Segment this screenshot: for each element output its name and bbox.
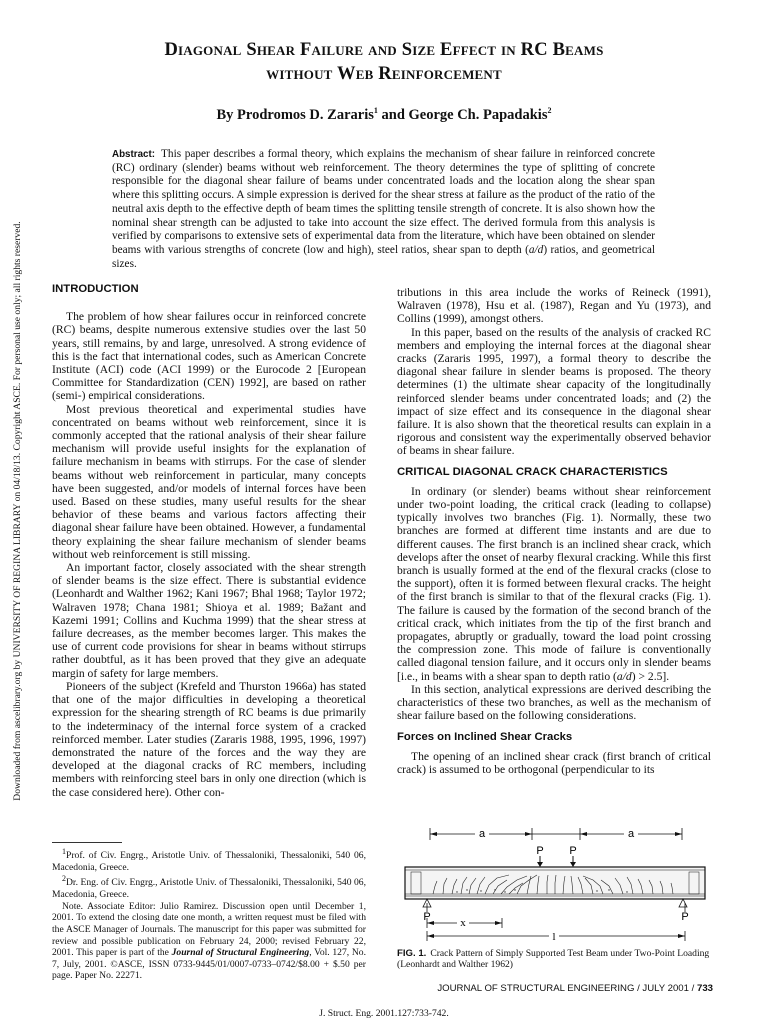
figure-caption-label: FIG. 1.	[397, 948, 427, 959]
reaction-label-left: P	[423, 911, 431, 923]
author-2-mark: 2	[547, 106, 552, 115]
page-number: 733	[696, 983, 713, 994]
left-column	[52, 283, 366, 799]
authors	[60, 106, 708, 124]
dim-label-l: l	[552, 931, 556, 943]
paper-title	[60, 38, 708, 86]
title-line-1: Diagonal Shear Failure and Size Effect in RC Beams	[164, 40, 604, 60]
abstract-text-end: ) ratios, and geometrical sizes.	[112, 243, 655, 270]
paragraph: tributions in this area include the works of Reineck (1991), Walraven (1978), Hsu et al. (1987), Regan and Yu (1973), and Collins (1999), amongst others.	[397, 286, 711, 326]
dim-label-a-left: a	[478, 828, 486, 840]
abstract-text: This paper describes a formal theory, which explains the mechanism of shear failure in reinforced concrete (RC) ordinary (slender) beams without web reinforcement. The theory determines the type of splitting of concrete responsible for the diagonal shear failure of beams under concentrated loads and the location along the shear span where this splitting occurs. A simple expression is derived for the shear stress at failure as the product of the ratio of the neutral axis depth to the effective depth of beam times the splitting tensile strength of concrete. It is also shown how the nominal shear strength can be adjusted to take into account the size effect. The derived formula from this analysis is verified by comparisons to extensive sets of experimental data from the literature, which have been obtained on slender beams with various strengths of concrete (low and high), steel ratios, shear span to depth (	[112, 148, 655, 256]
author-1-mark: 1	[373, 106, 378, 115]
figure-beam-crack-pattern	[397, 820, 713, 945]
section-heading-introduction: INTRODUCTION	[52, 283, 139, 295]
abstract-label: Abstract:	[112, 149, 156, 160]
footnote-2: $^2$Dr. Eng. of Civ. Engrg., Aristotle Univ. of Thessaloniki, Thessaloniki, 540 06, Macedonia, Greece.	[52, 874, 366, 901]
footnotes	[52, 846, 366, 982]
paragraph: In this section, analytical expressions are derived describing the characteristics of these two branches, as well as the mechanism of shear failure based on the following considerations.	[397, 682, 711, 723]
abstract-ratio: a/d	[528, 243, 544, 256]
section-heading-critical-crack: CRITICAL DIAGONAL CRACK CHARACTERISTICS	[397, 465, 668, 478]
load-label-p1: P	[536, 845, 544, 857]
journal-footer: JOURNAL OF STRUCTURAL ENGINEERING / JULY 2001 / 733	[437, 983, 713, 994]
paragraph: In ordinary (or slender) beams without shear reinforcement under two-point loading, the critical crack (leading to collapse) typically involves two branches (Fig. 1). Normally, these two branches are formed at different time instants and are due to different causes. The first branch is an inclined shear crack, which develops after the onset of nearby flexural cracking. While this first branch is usually formed at the end of the flexural cracks (close to the support), often it is formed between flexural cracks. The height of the first branch is similar to that of the flexural cracks (Fig. 1). The failure is caused by the formation of the second branch of the critical crack, which initiates from the tip of the first branch and propagates, abruptly or gradually, toward the load point crossing the compression zone. This mode of failure is conventionally called diagonal tension failure, and it occurs only in slender beams [i.e., in beams with a shear span to depth ratio (a/d) > 2.5].	[397, 484, 711, 683]
footnote-rule	[52, 842, 122, 843]
footnote-note: Note. Associate Editor: Julio Ramirez. Discussion open until December 1, 2001. To extend the closing date one month, a written request must be filed with the ASCE Manager of Journals. The manuscript for this paper was submitted for review and possible publication on February 24, 2000; revised February 22, 2001. This paper is part of the Journal of Structural Engineering, Vol. 127, No. 7, July, 2001. ©ASCE, ISSN 0733-9445/01/0007-0733–0742/$8.00 + $.50 per page. Paper No. 22271.	[52, 900, 366, 982]
author-1: By Prodromos D. Zararis	[216, 106, 374, 123]
paragraph: The opening of an inclined shear crack (first branch of critical crack) is assumed to be orthogonal (perpendicular to its	[397, 749, 711, 776]
reaction-label-right: P	[681, 911, 689, 923]
subsection-heading-forces: Forces on Inclined Shear Cracks	[397, 730, 573, 743]
abstract	[112, 148, 655, 271]
dim-label-x: x	[460, 917, 466, 929]
title-line-2: without Web Reinforcement	[266, 64, 502, 84]
paragraph: An important factor, closely associated with the shear strength of slender beams is the size effect. There is substantial evidence (Leonhardt and Walther 1962; Kani 1967; Bhal 1968; Taylor 1972; Walraven 1978; Chana 1981; Shioya et al. 1989; Bažant and Kazemi 1991; Collins and Kuchma 1999) that the shear stress at failure decreases, as the member becomes larger. This makes the use of current code provisions for shear in beams without stirrups rather doubtful, as it has been proved that they give an adequate margin of safety for large members.	[52, 561, 366, 680]
citation-footer: J. Struct. Eng. 2001.127:733-742.	[319, 1008, 449, 1019]
paragraph: In this paper, based on the results of the analysis of cracked RC members and employing the internal forces at the diagonal shear cracks (Zararis 1995, 1997), a formal theory to describe the diagonal shear failure in slender beams is proposed. The theory determines (1) the ultimate shear capacity of the longitudinally reinforced slender beams under concentrated loads; and (2) the impact of size effect and its consequence in the diagonal shear failure. It is also shown that the theoretical results can explain in a rigorous and consistent way the experimentally observed behavior of beams in shear failure.	[397, 325, 711, 458]
right-column	[397, 286, 711, 776]
author-2: and George Ch. Papadakis	[377, 106, 548, 123]
load-label-p2: P	[569, 845, 577, 857]
paragraph: Most previous theoretical and experimental studies have concentrated on beams without web reinforcement, since it is commonly accepted that the rational analysis of their shear failure mechanism will provide useful insights for the explanation of failure mechanism in beams with stirrups. For the case of slender beams without web reinforcement in particular, many concepts have been suggested, and/or models of internal forces have been used. Based on these studies, many useful results for the shear behavior of these beams and various factors affecting their diagonal shear failure have been obtained. However, a fundamental theory explaining the shear failure mechanism of slender beams without web reinforcement is still missing.	[52, 402, 366, 561]
figure-caption-text: Crack Pattern of Simply Supported Test Beam under Two-Point Loading (Leonhardt and Walther 1962)	[397, 948, 710, 971]
paragraph: Pioneers of the subject (Krefeld and Thurston 1966a) has stated that one of the major difficulties in developing a theoretical expression for the shearing strength of RC beams is due primarily to the indeterminacy of the internal force system of a cracked reinforced member. Later studies (Zararis 1988, 1995, 1996, 1997) demonstrated the nature of the forces and the way they are developed at the diagonal cracks of RC members, including members with reinforcing steel bars in only one direction (which is the case considered here). Other con-	[52, 679, 366, 799]
footnote-1: $^1$Prof. of Civ. Engrg., Aristotle Univ. of Thessaloniki, Thessaloniki, 540 06, Macedonia, Greece.	[52, 847, 366, 873]
paragraph: The problem of how shear failures occur in reinforced concrete (RC) beams, despite numerous extensive studies over the last 50 years, still remains, by and large, unresolved. A strong evidence of this is the fact that international codes, such as American Concrete Institute (ACI) code (ACI 1999) or the Eurocode 2 [European Committee for Standardization (CEN) 1992], are based on rather (semi-) empirical considerations.	[52, 310, 366, 403]
download-notice: Downloaded from ascelibrary.org by UNIVERSITY OF REGINA LIBRARY on 04/18/13. Copyright ASCE. For personal use only; all rights reserved.	[12, 221, 23, 801]
dim-label-a-right: a	[627, 828, 635, 840]
figure-caption	[397, 948, 713, 971]
